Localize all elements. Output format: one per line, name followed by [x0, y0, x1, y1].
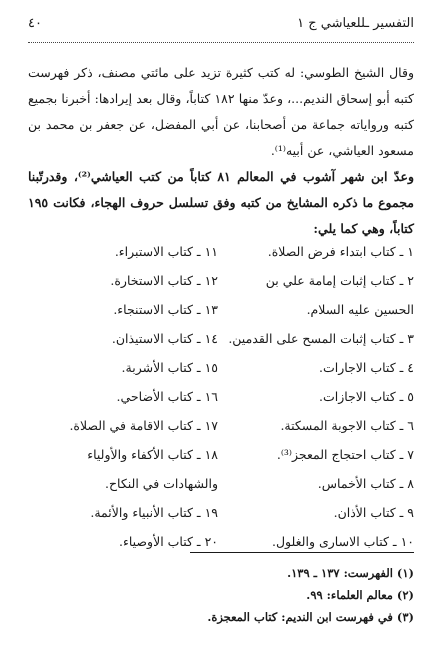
- list-item: ٣ ـ كتاب إثبات المسح على القدمين.: [228, 331, 414, 346]
- list-item: ٧ ـ كتاب احتجاج المعجز⁽³⁾.: [276, 447, 414, 462]
- list-row: [28, 418, 414, 447]
- running-title: التفسير ـللعياشي ج ١: [297, 16, 414, 31]
- list-row: [28, 331, 414, 360]
- list-item: الحسين عليه السلام.: [306, 302, 414, 317]
- body-text: [28, 60, 414, 242]
- list-item: ١٥ ـ كتاب الأشربة.: [121, 360, 218, 375]
- footnote-divider: [190, 552, 414, 553]
- footnote-2: (٢) معالم العلماء: ٩٩.: [306, 588, 414, 602]
- list-item: ١٦ ـ كتاب الأضاحي.: [116, 389, 218, 404]
- list-item: ١١ ـ كتاب الاستبراء.: [114, 244, 218, 259]
- paragraph-2: وعدّ ابن شهر آشوب في المعالم ٨١ كتاباً من كتب العياشي⁽²⁾، وقدرتّبنا مجموع ما ذكره المشايخ من كتبه وفق تسلسل حروف الهجاء، فكانت ١٩٥ كتاباً، وهي كما يلي:: [28, 169, 414, 236]
- list-item: ٢٠ ـ كتاب الأوصياء.: [118, 534, 218, 549]
- list-row: [28, 476, 414, 505]
- list-row: [28, 505, 414, 534]
- list-item: ١٧ ـ كتاب الاقامة في الصلاة.: [69, 418, 218, 433]
- footnote-3: (٣) في فهرست ابن النديم: كتاب المعجزة.: [207, 610, 414, 624]
- list-item: ١٢ ـ كتاب الاستخارة.: [110, 273, 218, 288]
- list-item: ١٨ ـ كتاب الأكفاء والأولياء: [87, 447, 218, 462]
- list-item: ١٩ ـ كتاب الأنبياء والأئمة.: [90, 505, 218, 520]
- list-row: [28, 389, 414, 418]
- paragraph-1: وقال الشيخ الطوسي: له كتب كثيرة تزيد على مائتي مصنف، ذكر فهرست كتبه أبو إسحاق النديم...، وعدّ منها ١٨٢ كتاباً، وقال بعد إيرادها: أخبرنا بجميع كتبه ورواياته جماعة من أصحابنا، عن أبي المفضل، عن جعفر بن محمد بن مسعود العياشي، عن أبيه⁽¹⁾.: [28, 65, 414, 158]
- list-row: [28, 273, 414, 302]
- footnotes: [28, 562, 414, 628]
- list-item: ٢ ـ كتاب إثبات إمامة علي بن: [265, 273, 414, 288]
- header-divider: [28, 42, 414, 43]
- list-item: ٦ ـ كتاب الاجوبة المسكتة.: [280, 418, 414, 433]
- list-row: [28, 534, 414, 563]
- list-item: ١٤ ـ كتاب الاستيذان.: [111, 331, 218, 346]
- list-row: [28, 302, 414, 331]
- list-item: ٤ ـ كتاب الاجارات.: [319, 360, 414, 375]
- list-item: والشهادات في النكاح.: [105, 476, 218, 491]
- list-item: ١ ـ كتاب ابتداء فرض الصلاة.: [267, 244, 414, 259]
- list-item: ٩ ـ كتاب الأذان.: [333, 505, 414, 520]
- footnote-1: (١) الفهرست: ١٣٧ ـ ١٣٩.: [287, 566, 414, 580]
- list-item: ١٠ ـ كتاب الاسارى والغلول.: [272, 534, 414, 549]
- list-row: [28, 360, 414, 389]
- list-row: [28, 244, 414, 273]
- list-item: ١٣ ـ كتاب الاستنجاء.: [113, 302, 218, 317]
- list-item: ٥ ـ كتاب الاجازات.: [319, 389, 414, 404]
- page-header: [28, 10, 414, 36]
- page-number: ٤٠: [28, 16, 42, 31]
- list-row: [28, 447, 414, 476]
- books-list: [28, 244, 414, 563]
- list-item: ٨ ـ كتاب الأخماس.: [317, 476, 414, 491]
